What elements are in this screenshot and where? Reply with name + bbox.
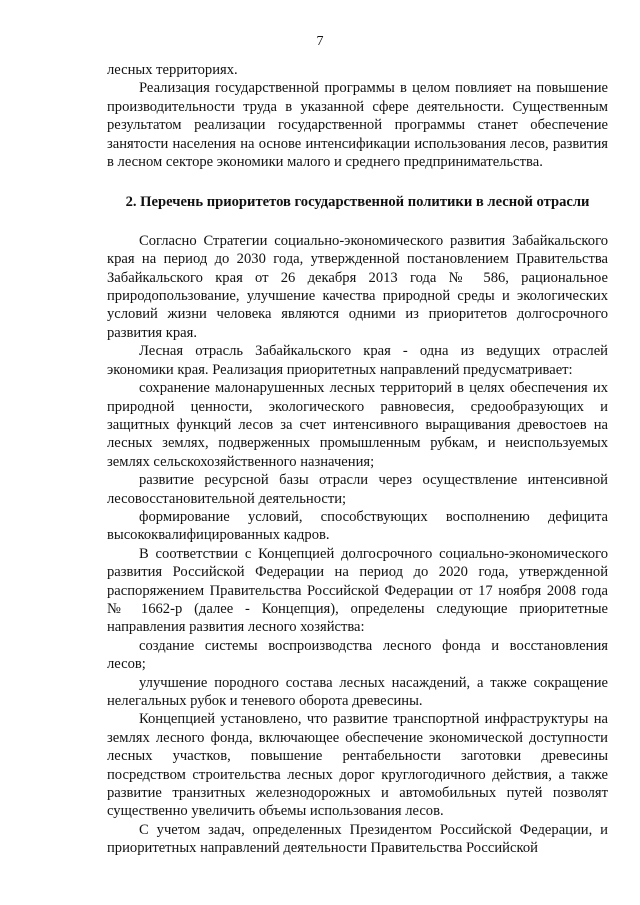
list-item-resource-base: развитие ресурсной базы отрасли через осуществление интенсивной лесовосстановительной деятельности; xyxy=(107,472,608,507)
paragraph-strategy: Согласно Стратегии социально-экономического развития Забайкальского края на период до 2030 года, утвержденной постановлением Правительства Забайкальского края от 26 декабря 2013 года № 586, рациональное природопользование, улучшение качества природной среды и экологических условий жизни человека являются одними из приоритетов долгосрочного развития края. xyxy=(107,232,608,341)
page-number: 7 xyxy=(316,34,324,49)
paragraph-transport-infrastructure: Концепцией установлено, что развитие транспортной инфраструктуры на землях лесного фонда, включающее обеспечение экономической доступности лесных участков, повышение рентабельности заготовки древесины посредством строительства лесных дорог круглогодичного действия, а также развитие транзитных железнодорожных и автомобильных путей позволят существенно увеличить объемы использования лесов. xyxy=(107,711,608,820)
paragraph-forest-industry: Лесная отрасль Забайкальского края - одна из ведущих отраслей экономики края. Реализация приоритетных направлений предусматривает: xyxy=(107,343,608,378)
paragraph-concept: В соответствии с Концепцией долгосрочного социально-экономического развития Российской Федерации на период до 2020 года, утвержденной распоряжением Правительства Российской Федерации от 17 ноября 2008 года № 1662-р (далее - Концепция), определены следующие приоритетные направления развития лесного хозяйства: xyxy=(107,545,608,636)
paragraph-program-impact: Реализация государственной программы в целом повлияет на повышение производительности труда в указанной сфере деятельности. Существенным результатом реализации государственной программы станет обеспечение занятости населения на основе интенсификации использования лесов, развития в лесном секторе экономики малого и среднего предпринимательства. xyxy=(107,80,608,171)
list-item-species-composition: улучшение породного состава лесных насаждений, а также сокращение нелегальных рубок и теневого оборота древесины. xyxy=(107,674,608,709)
list-item-preservation: сохранение малонарушенных лесных территорий в целях обеспечения их природной ценности, экологического равновесия, средообразующих и защитных функций лесов за счет интенсивного выращивания древостоев на лесных землях, подверженных промышленным рубкам, и неиспользуемых землях сельскохозяйственного назначения; xyxy=(107,380,608,470)
list-item-reproduction: создание системы воспроизводства лесного фонда и восстановления лесов; xyxy=(107,637,608,673)
paragraph-continuation: лесных территориях. xyxy=(107,62,238,78)
section-heading: 2. Перечень приоритетов государственной политики в лесной отрасли xyxy=(125,194,590,211)
paragraph-president-tasks: С учетом задач, определенных Президентом Российской Федерации, и приоритетных направлений деятельности Правительства Российской xyxy=(107,821,608,857)
list-item-personnel: формирование условий, способствующих восполнению дефицита высококвалифицированных кадров. xyxy=(107,508,608,544)
document-body xyxy=(107,61,608,858)
